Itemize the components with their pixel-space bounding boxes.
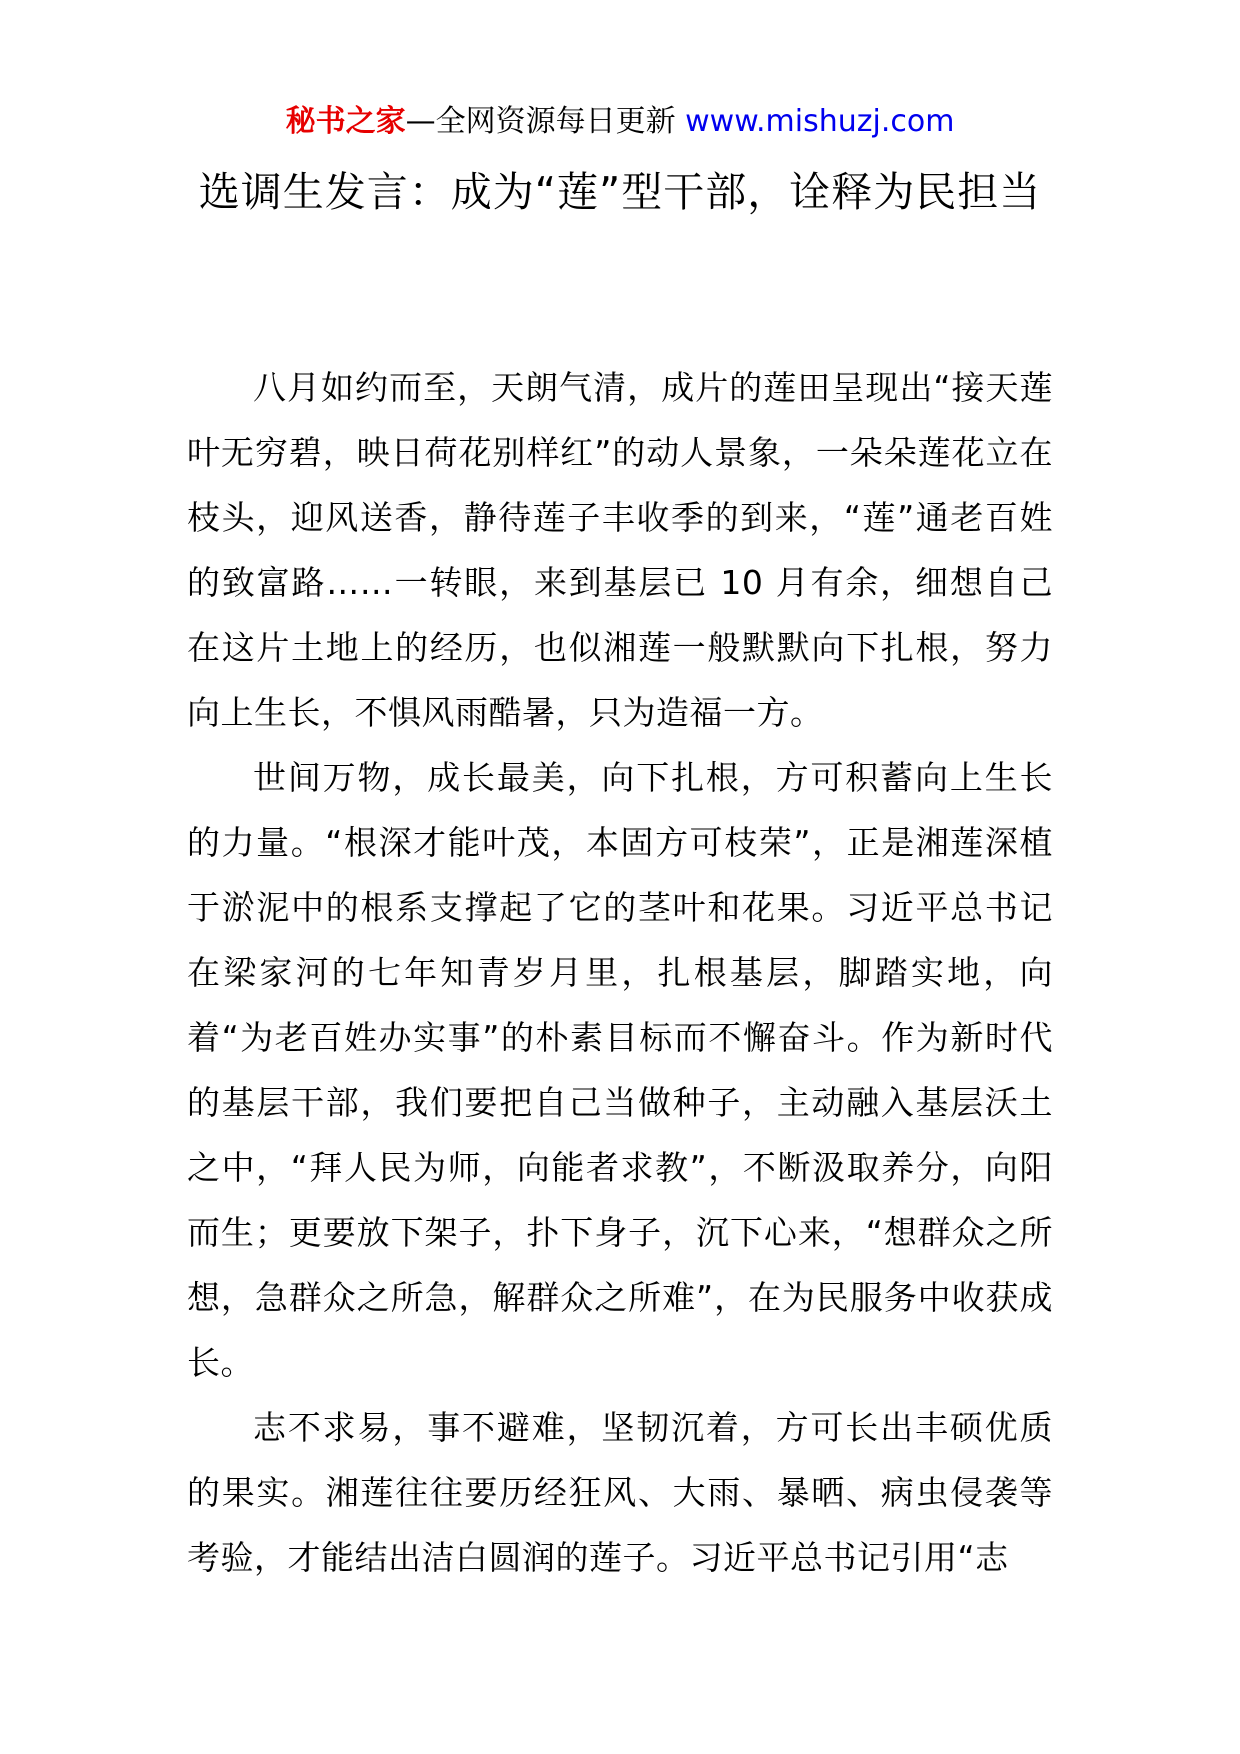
site-brand: 秘书之家 [285,104,406,139]
paragraph: 志不求易，事不避难，坚韧沉着，方可长出丰硕优质的果实。湘莲往往要历经狂风、大雨、暴晒、病虫侵袭等考验，才能结出洁白圆润的莲子。习近平总书记引用“志 [187,1408,1053,1577]
paragraph: 世间万物，成长最美，向下扎根，方可积蓄向上生长的力量。“根深才能叶茂，本固方可枝荣”，正是湘莲深植于淤泥中的根系支撑起了它的茎叶和花果。习近平总书记在梁家河的七年知青岁月里，扎根基层，脚踏实地，向着“为老百姓办实事”的朴素目标而不懈奋斗。作为新时代的基层干部，我们要把自己当做种子，主动融入基层沃土之中，“拜人民为师，向能者求教”，不断汲取养分，向阳而生；更要放下架子，扑下身子，沉下心来，“想群众之所想，急群众之所急，解群众之所难”，在为民服务中收获成长。 [187,758,1053,1382]
site-header [0,100,1240,144]
document-title: 选调生发言：成为“莲”型干部，诠释为民担当 [198,168,1042,216]
document-body [187,355,1053,1590]
site-url-link[interactable]: www.mishuzj.com [685,104,955,139]
paragraph: 八月如约而至，天朗气清，成片的莲田呈现出“接天莲叶无穷碧，映日荷花别样红”的动人景象，一朵朵莲花立在枝头，迎风送香，静待莲子丰收季的到来，“莲”通老百姓的致富路……一转眼，来到基层已 10 月有余，细想自己在这片土地上的经历，也似湘莲一般默默向下扎根，努力向上生长，不惧风雨酷暑，只为造福一方。 [187,368,1053,732]
site-tagline: —全网资源每日更新 [405,104,686,139]
